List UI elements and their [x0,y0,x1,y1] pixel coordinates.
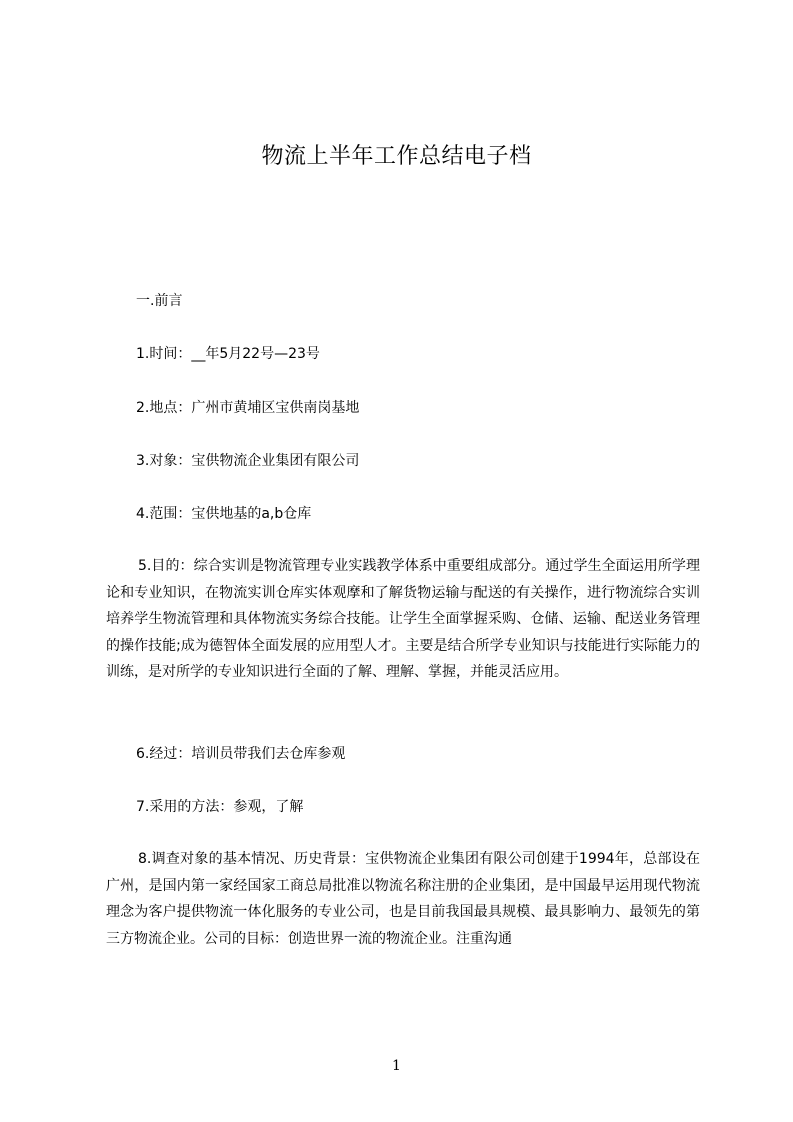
section-scope: 4.范围：宝供地基的a,b仓库 [136,506,312,522]
section-process: 6.经过：培训员带我们去仓库参观 [136,746,346,762]
section-background: 8.调查对象的基本情况、历史背景：宝供物流企业集团有限公司创建于1994年，总部设在广州，是国内第一家经国家工商总局批准以物流名称注册的企业集团，是中国最早运用现代物流理念为客户提供物流一体化服务的专业公司，也是目前我国最具规模、最具影响力、最领先的第三方物流企业。公司的目标：创造世界一流的物流企业。注重沟通 [106,851,700,947]
section-preface: 一.前言 [136,293,183,309]
section-purpose: 5.目的：综合实训是物流管理专业实践教学体系中重要组成部分。通过学生全面运用所学理论和专业知识，在物流实训仓库实体观摩和了解货物运输与配送的有关操作，进行物流综合实训培养学生物流管理和具体物流实务综合技能。让学生全面掌握采购、仓储、运输、配送业务管理的操作技能;成为德智体全面发展的应用型人才。主要是结合所学专业知识与技能进行实际能力的训练，是对所学的专业知识进行全面的了解、理解、掌握，并能灵活应用。 [106,558,700,681]
section-subject: 3.对象：宝供物流企业集团有限公司 [136,453,360,469]
section-location: 2.地点：广州市黄埔区宝供南岗基地 [136,400,360,416]
page-number: 1 [392,1058,401,1074]
section-time: 1.时间：__年5月22号—23号 [136,346,320,362]
page-title: 物流上半年工作总结电子档 [261,144,532,169]
section-method: 7.采用的方法：参观，了解 [136,799,304,815]
